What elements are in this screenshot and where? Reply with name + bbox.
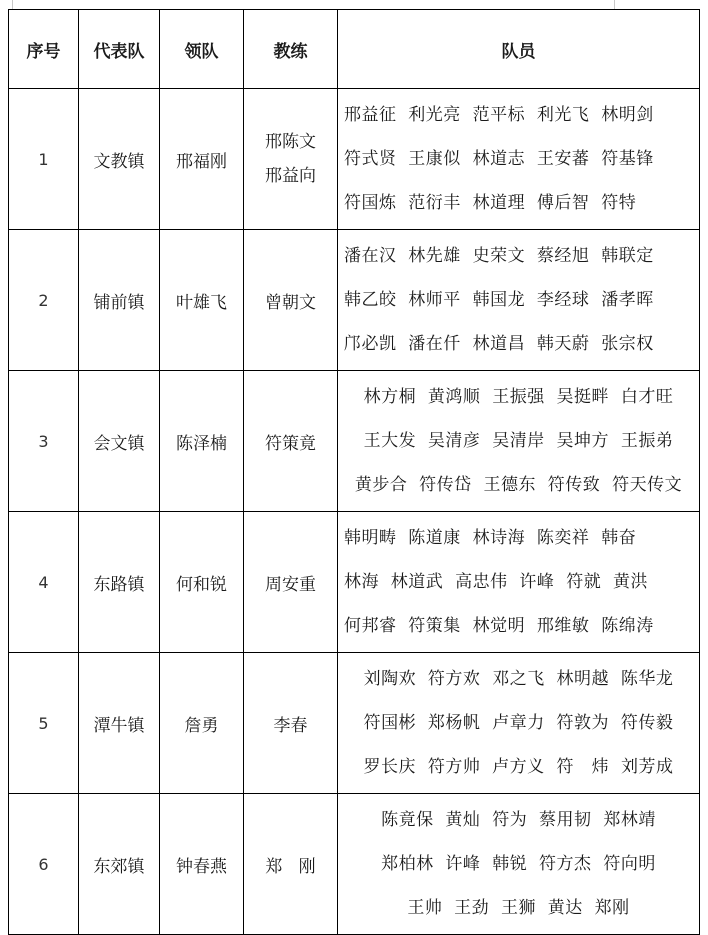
row-coach: 符策竟: [244, 371, 338, 512]
row-leader: 詹勇: [160, 653, 244, 794]
header-members: 队员: [338, 10, 700, 89]
member-line: 邢益征 利光亮 范平标 利光飞 林明剑: [344, 105, 654, 125]
row-coach: 郑 刚: [244, 794, 338, 935]
table-row: [9, 653, 700, 794]
member-line: 黄步合 符传岱 王德东 符传致 符天传文: [354, 475, 683, 495]
row-members: [338, 794, 700, 935]
row-coach: 李春: [244, 653, 338, 794]
member-line: 韩乙皎 林师平 韩国龙 李经球 潘孝晖: [344, 290, 654, 310]
row-num: 2: [9, 230, 79, 371]
row-coach: 曾朝文: [244, 230, 338, 371]
page-edge-mark: [614, 0, 615, 9]
row-num: 3: [9, 371, 79, 512]
row-leader: 叶雄飞: [160, 230, 244, 371]
table-row: [9, 371, 700, 512]
row-coach: 周安重: [244, 512, 338, 653]
member-line: 王大发 吴清彦 吴清岸 吴坤方 王振弟: [363, 431, 674, 451]
row-leader: 陈泽楠: [160, 371, 244, 512]
member-line: 王帅 王劲 王狮 黄达 郑刚: [407, 898, 630, 918]
row-num: 1: [9, 89, 79, 230]
row-members: [338, 512, 700, 653]
row-leader: 邢福刚: [160, 89, 244, 230]
header-coach: 教练: [244, 10, 338, 89]
coach-name: 邢益向: [265, 166, 316, 186]
header-num: 序号: [9, 10, 79, 89]
member-line: 韩明畴 陈道康 林诗海 陈奕祥 韩奋: [344, 528, 637, 548]
row-leader: 何和锐: [160, 512, 244, 653]
header-team: 代表队: [79, 10, 160, 89]
member-line: 邝必凯 潘在仟 林道昌 韩天蔚 张宗权: [344, 334, 654, 354]
row-team: 潭牛镇: [79, 653, 160, 794]
row-leader: 钟春燕: [160, 794, 244, 935]
table-row: [9, 794, 700, 935]
row-members: [338, 653, 700, 794]
table-row: [9, 230, 700, 371]
row-team: 会文镇: [79, 371, 160, 512]
member-line: 符国炼 范衍丰 林道理 傅后智 符特: [344, 193, 637, 213]
member-line: 符国彬 郑杨帆 卢章力 符敦为 符传毅: [363, 713, 674, 733]
header-leader: 领队: [160, 10, 244, 89]
member-line: 潘在汉 林先雄 史荣文 蔡经旭 韩联定: [344, 246, 654, 266]
row-team: 铺前镇: [79, 230, 160, 371]
row-num: 6: [9, 794, 79, 935]
row-team: 东路镇: [79, 512, 160, 653]
header-row: [9, 10, 700, 89]
row-coach: [244, 89, 338, 230]
coach-name: 邢陈文: [265, 132, 316, 152]
member-line: 林海 林道武 高忠伟 许峰 符就 黄洪: [344, 572, 649, 592]
table-row: [9, 89, 700, 230]
row-members: [338, 230, 700, 371]
row-members: [338, 371, 700, 512]
row-team: 文教镇: [79, 89, 160, 230]
team-roster-table: [8, 9, 700, 935]
page-edge-mark: [12, 0, 13, 9]
member-line: 郑柏林 许峰 韩锐 符方杰 符向明: [381, 854, 656, 874]
member-line: 陈竟保 黄灿 符为 蔡用韧 郑林靖: [381, 810, 656, 830]
member-line: 罗长庆 符方帅 卢方义 符 炜 刘芳成: [363, 757, 674, 777]
row-num: 5: [9, 653, 79, 794]
member-line: 何邦睿 符策集 林觉明 邢维敏 陈绵涛: [344, 616, 654, 636]
member-line: 林方桐 黄鸿顺 王振强 吴挺畔 白才旺: [363, 387, 674, 407]
table-row: [9, 512, 700, 653]
row-team: 东郊镇: [79, 794, 160, 935]
member-line: 刘陶欢 符方欢 邓之飞 林明越 陈华龙: [363, 669, 674, 689]
row-members: [338, 89, 700, 230]
row-num: 4: [9, 512, 79, 653]
member-line: 符式贤 王康似 林道志 王安蕃 符基锋: [344, 149, 654, 169]
